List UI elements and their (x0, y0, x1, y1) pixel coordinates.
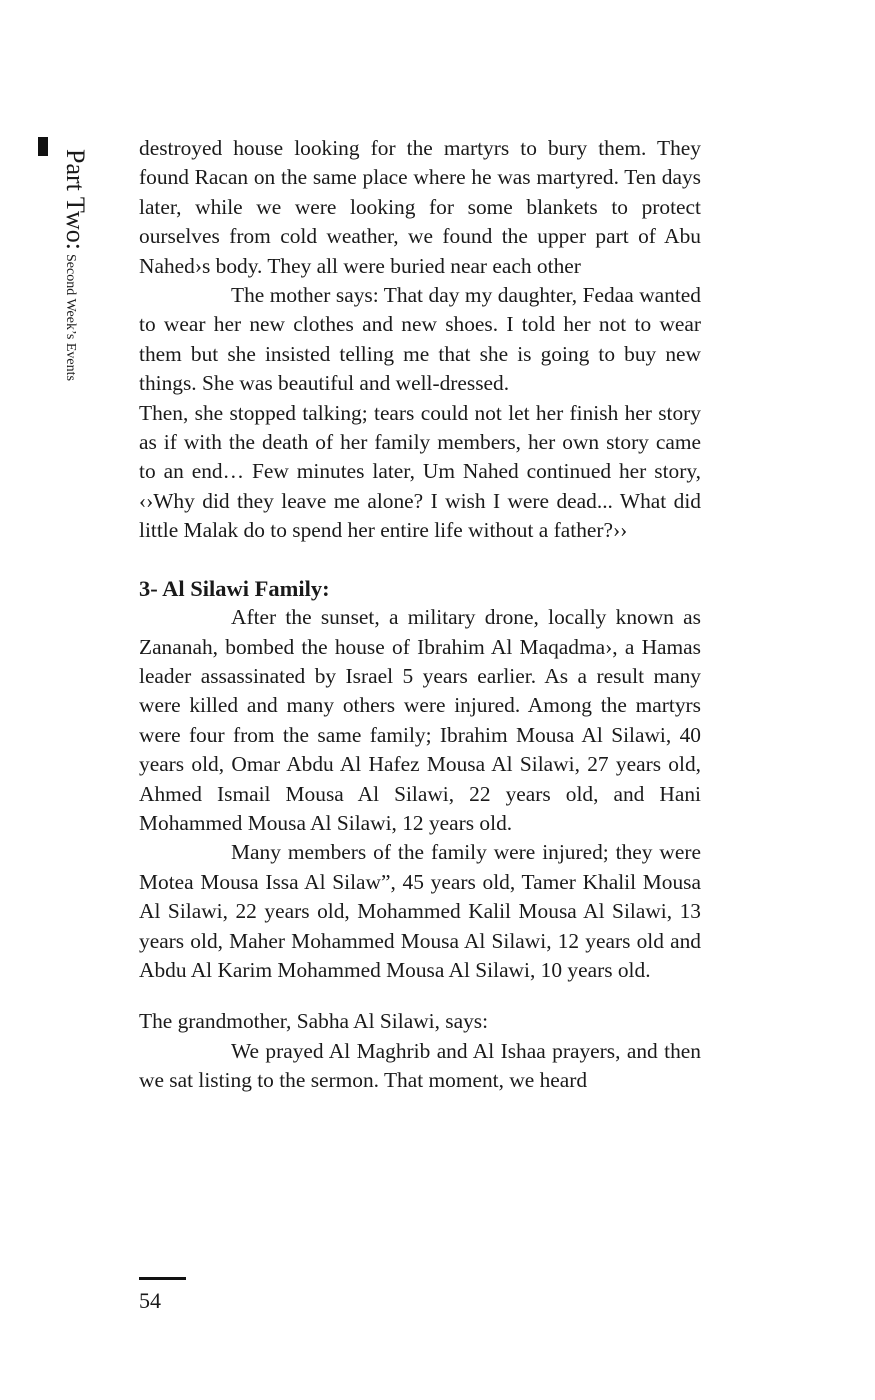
paragraph-drone-attack: After the sunset, a military drone, locally known as Zananah, bombed the house of Ibrahim Al Maqadma›, a Hamas leader assassinated by Israel 5 years earlier. As a result many were killed and many others were injured. Among the martyrs were four from the same family; Ibrahim Mousa Al Silawi, 40 years old, Omar Abdu Al Hafez Mousa Al Silawi, 27 years old, Ahmed Ismail Mousa Al Silawi, 22 years old, and Hani Mohammed Mousa Al Silawi, 12 years old. (139, 605, 701, 835)
paragraph-gap (139, 985, 701, 1007)
section-label: Second Week’s Events (63, 254, 78, 381)
running-header-text (60, 149, 90, 381)
paragraph-injured: Many members of the family were injured; they were Motea Mousa Issa Al Silaw”, 45 years old, Tamer Khalil Mousa Al Silawi, 22 years old, Mohammed Kalil Mousa Al Silawi, 13 years old, Maher Mohammed Mousa Al Silawi, 12 years old and Abdu Al Karim Mohammed Mousa Al Silawi, 10 years old. (139, 840, 701, 982)
paragraph-um-nahed: Then, she stopped talking; tears could not let her finish her story as if with the death of her family members, her own story came to an end… Few minutes later, Um Nahed continued her story, ‹›Why did they leave me alone? I wish I were dead... What did little Malak do to spend her entire life without a father?›› (139, 400, 701, 543)
part-colon: : (61, 242, 90, 250)
running-header (38, 137, 90, 437)
footer-rule (139, 1277, 186, 1280)
section-gap (139, 546, 701, 574)
paragraph-mother-says: The mother says: That day my daughter, Fedaa wanted to wear her new clothes and new shoes. I told her not to wear them but she insisted telling me that she is going to buy new things. She was beautiful and well-dressed. (139, 283, 701, 396)
page-body (139, 134, 701, 1096)
section-heading: 3- Al Silawi Family: (139, 575, 330, 601)
paragraph-continuation: destroyed house looking for the martyrs to bury them. They found Racan on the same place where he was martyred. Ten days later, while we were looking for some blankets to protect ourselves from cold weather, we found the upper part of Abu Nahed›s body. They all were buried near each other (139, 136, 701, 278)
part-label: Part Two (61, 149, 90, 243)
page-number: 54 (139, 1288, 161, 1313)
header-marker-bar (38, 137, 48, 156)
paragraph-grandmother-intro: The grandmother, Sabha Al Silawi, says: (139, 1009, 489, 1034)
paragraph-grandmother-quote: We prayed Al Maghrib and Al Ishaa prayers, and then we sat listing to the sermon. That moment, we heard (139, 1038, 701, 1093)
